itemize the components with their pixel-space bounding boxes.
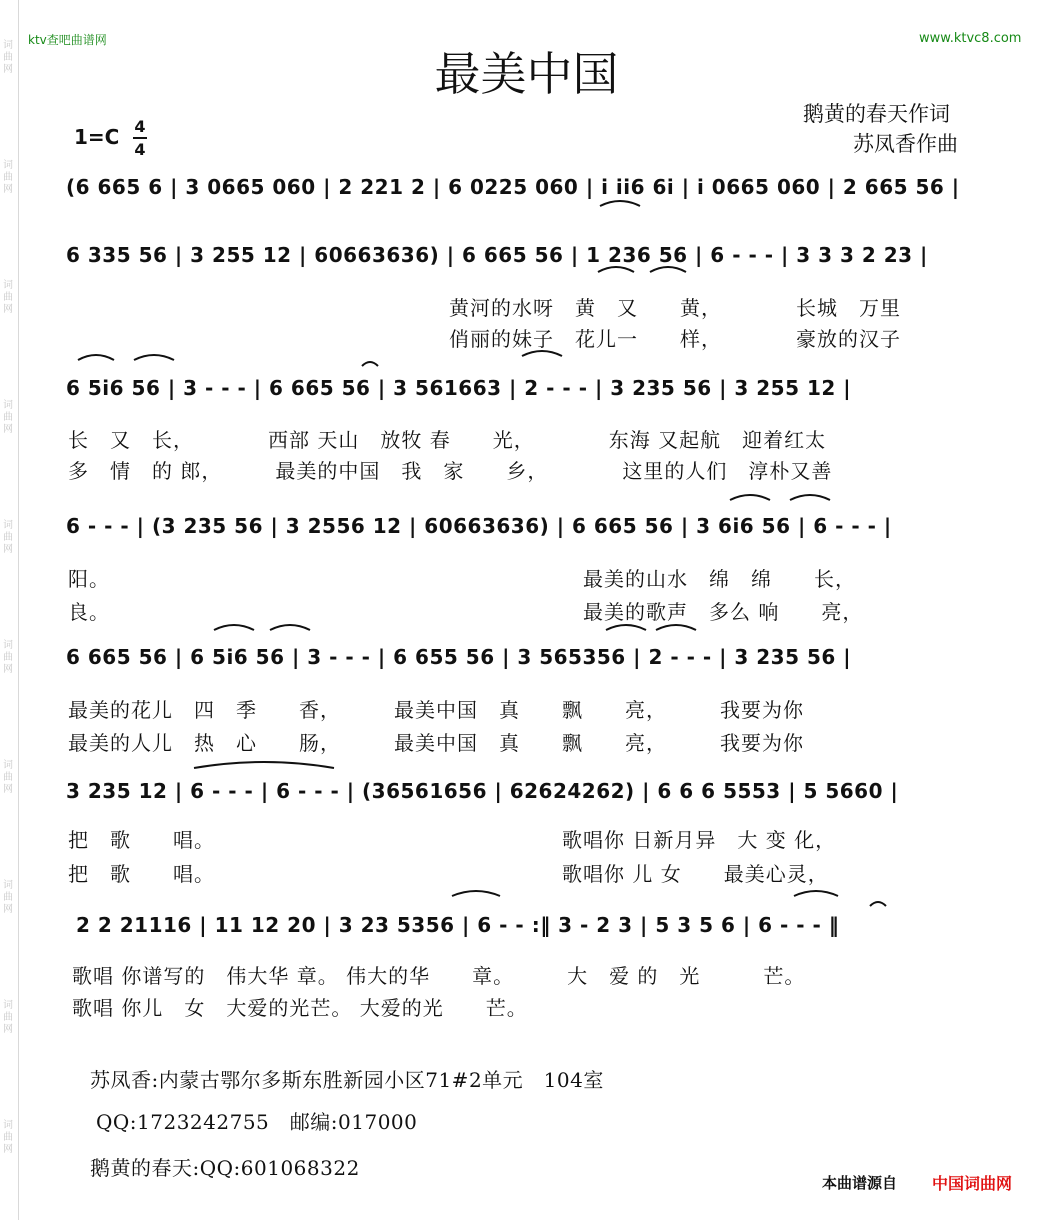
lyric-row-2-verse-1: 黄河的水呀 黄 又 黄， 长城 万里 [449,296,901,320]
footer-contact: QQ:1723242755 邮编:017000 [96,1110,418,1134]
notation-row-3: 6 5i6 56 | 3 - - - | 6 665 56 | 3 561663 | 2 - - - | 3 235 56 | 3 255 12 | [66,376,852,400]
notation-row-2: 6 335 56 | 3 255 12 | 60663636) | 6 665 56 | 1 236 56 | 6 - - - | 3 3 3 2 23 | [66,243,928,267]
composer-credit: 苏凤香作曲 [853,132,958,156]
lyric-row-2-verse-2: 俏丽的妹子 花儿一 样， 豪放的汉子 [449,327,901,351]
lyricist-credit: 鹅黄的春天作词 [803,102,950,126]
lyric-row-5-verse-1: 最美的花儿 四 季 香， 最美中国 真 飘 亮， 我要为你 [68,698,804,722]
notation-row-5: 6 665 56 | 6 5i6 56 | 3 - - - | 6 655 56 | 3 565356 | 2 - - - | 3 235 56 | [66,645,852,669]
side-watermark: 词 曲 网 [3,640,13,675]
lyric-row-3-verse-1: 长 又 长， 西部 天山 放牧 春 光， 东海 又起航 迎着红太 [68,428,827,452]
source-label: 本曲谱源自 [822,1174,898,1192]
side-watermark: 词 曲 网 [3,760,13,795]
time-signature-bottom: 4 [134,140,146,159]
notation-row-6: 3 235 12 | 6 - - - | 6 - - - | (36561656 | 62624262) | 6 6 6 5553 | 5 5660 | [66,779,899,803]
footer-lyricist-qq: 鹅黄的春天:QQ:601068322 [90,1156,360,1180]
lyric-row-3-verse-2: 多 情 的 郎， 最美的中国 我 家 乡， 这里的人们 淳朴又善 [68,459,833,483]
lyric-row-7-verse-1: 歌唱 你谱写的 伟大华 章。 伟大的华 章。 大 爱 的 光 芒。 [72,964,806,988]
lyric-row-6-verse-2: 把 歌 唱。 歌唱你 儿 女 最美心灵， [68,862,829,886]
side-watermark: 词 曲 网 [3,160,13,195]
notation-row-1: (6 665 6 | 3 0665 060 | 2 221 2 | 6 0225 060 | i ii6 6i | i 0665 060 | 2 665 56 | [66,175,960,199]
time-signature-top: 4 [134,117,146,136]
lyric-row-6-verse-1: 把 歌 唱。 歌唱你 日新月异 大 变 化， [68,828,837,852]
lyric-row-5-verse-2: 最美的人儿 热 心 肠， 最美中国 真 飘 亮， 我要为你 [68,731,804,755]
lyric-row-4-verse-2: 良。 最美的歌声 多么 响 亮， [68,600,864,624]
side-watermark: 词 曲 网 [3,280,13,315]
footer-address: 苏凤香:内蒙古鄂尔多斯东胜新园小区71#2单元 104室 [90,1068,604,1092]
site-watermark-left: ktv查吧曲谱网 [28,33,107,47]
lyric-row-7-verse-2: 歌唱 你儿 女 大爱的光芒。 大爱的光 芒。 [72,996,528,1020]
lyric-row-4-verse-1: 阳。 最美的山水 绵 绵 长， [68,567,856,591]
source-site-link[interactable]: 中国词曲网 [932,1174,1013,1193]
song-title: 最美中国 [434,47,619,101]
site-watermark-right: www.ktvc8.com [919,31,1022,46]
side-watermark: 词 曲 网 [3,1000,13,1035]
side-watermark: 词 曲 网 [3,40,13,75]
key-signature: 1=C [74,125,120,149]
notation-row-7: 2 2 21116 | 11 12 20 | 3 23 5356 | 6 - - :‖ 3 - 2 3 | 5 3 5 6 | 6 - - - ‖ [76,913,840,937]
side-watermark: 词 曲 网 [3,520,13,555]
side-watermark: 词 曲 网 [3,880,13,915]
side-watermark: 词 曲 网 [3,400,13,435]
notation-row-4: 6 - - - | (3 235 56 | 3 2556 12 | 60663636) | 6 665 56 | 3 6i6 56 | 6 - - - | [66,514,892,538]
side-watermark: 词 曲 网 [3,1120,13,1155]
